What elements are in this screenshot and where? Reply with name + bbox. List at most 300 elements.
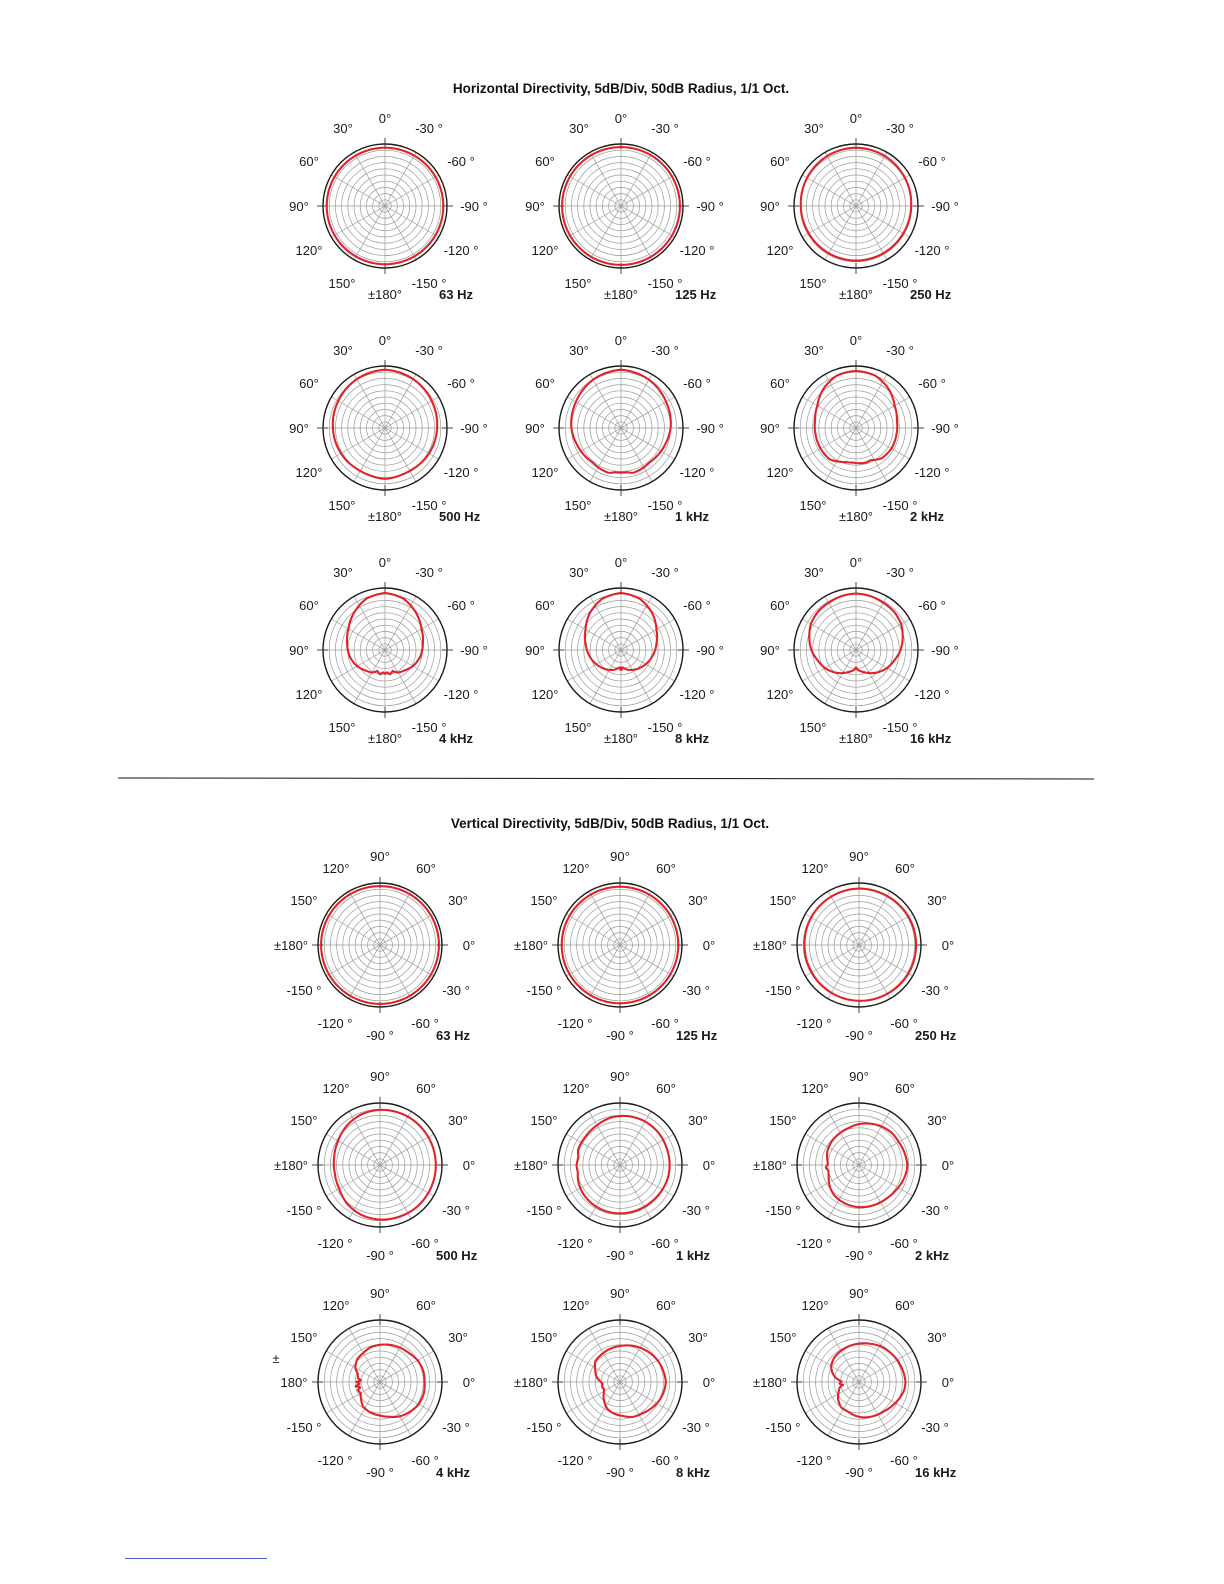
angle-label-0: 0° [378, 333, 392, 348]
angle-label-60: 60° [416, 861, 436, 876]
angle-label-neg60: -60 ° [651, 1236, 679, 1251]
angle-label-neg150: -150 ° [526, 1420, 562, 1435]
angle-label-neg120: -120 ° [914, 687, 950, 702]
angle-label-neg120: -120 ° [796, 1016, 832, 1031]
angle-label-90: 90° [849, 849, 869, 864]
angle-label-neg90: -90 ° [696, 421, 724, 436]
angle-label-neg150: -150 ° [882, 276, 918, 291]
grid-spoke [825, 152, 856, 206]
angle-label-180: ±180° [752, 1375, 788, 1390]
polar-plot [753, 849, 957, 1043]
grid-spoke [385, 650, 439, 681]
grid-spoke [859, 1328, 890, 1382]
angle-label-neg90: -90 ° [460, 199, 488, 214]
grid-spoke [825, 206, 856, 260]
angle-label-neg150: -150 ° [647, 720, 683, 735]
grid-spoke [621, 175, 675, 206]
grid-spoke [590, 650, 621, 704]
angle-label-neg90: -90 ° [460, 421, 488, 436]
grid-spoke [802, 175, 856, 206]
polar-plot [274, 1069, 478, 1263]
angle-label-neg120: -120 ° [914, 465, 950, 480]
angle-label-neg90: -90 ° [845, 1465, 873, 1480]
angle-label-neg60: -60 ° [918, 154, 946, 169]
angle-label-120: 120° [562, 1298, 590, 1313]
angle-label-150: 150° [564, 720, 592, 735]
frequency-label: 8 kHz [676, 1465, 710, 1480]
angle-label-90: 90° [289, 421, 309, 436]
grid-spoke [331, 206, 385, 237]
grid-spoke [380, 1134, 434, 1165]
angle-label-90: 90° [849, 1286, 869, 1301]
angle-label-neg60: -60 ° [918, 598, 946, 613]
grid-spoke [856, 206, 887, 260]
angle-label-neg60: -60 ° [890, 1236, 918, 1251]
angle-label-neg90: -90 ° [845, 1248, 873, 1263]
grid-spoke [354, 650, 385, 704]
grid-spoke [805, 1382, 859, 1413]
angle-label-neg60: -60 ° [683, 598, 711, 613]
frequency-label: 125 Hz [676, 1028, 718, 1043]
grid-spoke [620, 891, 651, 945]
angle-label-neg150: -150 ° [286, 983, 322, 998]
grid-spoke [354, 374, 385, 428]
angle-label-0: 0° [462, 1375, 476, 1390]
grid-spoke [856, 152, 887, 206]
angle-label-0: 0° [378, 555, 392, 570]
polar-plot [760, 333, 959, 524]
angle-label-150: 150° [799, 498, 827, 513]
grid-spoke [805, 1134, 859, 1165]
angle-label-150: 150° [769, 1113, 797, 1128]
angle-label-30: 30° [569, 121, 589, 136]
grid-spoke [856, 206, 910, 237]
grid-spoke [331, 175, 385, 206]
grid-spoke [621, 650, 652, 704]
polar-plot [289, 333, 488, 524]
grid-spoke [385, 650, 416, 704]
angle-label-150: 150° [799, 276, 827, 291]
grid-spoke [349, 945, 380, 999]
frequency-label: 250 Hz [910, 287, 952, 302]
grid-spoke [621, 596, 652, 650]
angle-label-neg30: -30 ° [682, 1420, 710, 1435]
angle-label-neg120: -120 ° [679, 687, 715, 702]
frequency-label: 125 Hz [675, 287, 717, 302]
grid-spoke [620, 1382, 651, 1436]
angle-label-neg60: -60 ° [918, 376, 946, 391]
grid-spoke [620, 945, 651, 999]
grid-spoke [859, 891, 890, 945]
angle-label-180: ±180° [838, 509, 874, 524]
angle-label-0: 0° [849, 111, 863, 126]
grid-spoke [380, 1382, 411, 1436]
angle-label-180: ±180° [273, 938, 309, 953]
grid-spoke [354, 152, 385, 206]
grid-spoke [326, 914, 380, 945]
angle-label-neg120: -120 ° [557, 1236, 593, 1251]
polar-plot [514, 849, 718, 1043]
grid-spoke [856, 175, 910, 206]
polar-plot [274, 849, 475, 1043]
angle-label-neg90: -90 ° [606, 1028, 634, 1043]
angle-label-neg120: -120 ° [679, 243, 715, 258]
angle-label-150: 150° [290, 1113, 318, 1128]
grid-spoke [354, 206, 385, 260]
frequency-label: 1 kHz [675, 509, 709, 524]
grid-spoke [385, 206, 439, 237]
angle-label-90: 90° [610, 1069, 630, 1084]
grid-spoke [805, 945, 859, 976]
grid-spoke [856, 596, 887, 650]
grid-spoke [621, 374, 652, 428]
frequency-label: 16 kHz [915, 1465, 957, 1480]
angle-label-neg30: -30 ° [921, 1203, 949, 1218]
grid-spoke [354, 596, 385, 650]
angle-label-90: 90° [610, 1286, 630, 1301]
grid-spoke [802, 206, 856, 237]
angle-label-neg30: -30 ° [442, 1420, 470, 1435]
angle-label-150: 150° [530, 893, 558, 908]
angle-label-120: 120° [562, 1081, 590, 1096]
grid-spoke [385, 619, 439, 650]
horizontal-section-title: Horizontal Directivity, 5dB/Div, 50dB Radius, 1/1 Oct. [452, 81, 790, 96]
angle-label-60: 60° [299, 376, 319, 391]
grid-spoke [380, 1111, 411, 1165]
grid-spoke [567, 619, 621, 650]
grid-spoke [590, 206, 621, 260]
angle-label-neg60: -60 ° [447, 376, 475, 391]
grid-spoke [380, 1328, 411, 1382]
grid-spoke [802, 428, 856, 459]
angle-label-neg150: -150 ° [882, 720, 918, 735]
grid-spoke [385, 175, 439, 206]
angle-label-neg30: -30 ° [651, 343, 679, 358]
vertical-section-title: Vertical Directivity, 5dB/Div, 50dB Radius, 1/1 Oct. [450, 816, 770, 831]
angle-label-0: 0° [462, 1158, 476, 1173]
angle-label-120: 120° [322, 861, 350, 876]
polar-plot [525, 555, 724, 746]
grid-spoke [590, 152, 621, 206]
grid-spoke [859, 1382, 890, 1436]
angle-label-neg60: -60 ° [411, 1016, 439, 1031]
angle-label-0: 0° [614, 333, 628, 348]
angle-label-180: ±180° [513, 1375, 549, 1390]
angle-label-0: 0° [614, 555, 628, 570]
grid-spoke [380, 891, 411, 945]
angle-label-60: 60° [656, 1081, 676, 1096]
angle-label-90: 90° [370, 1286, 390, 1301]
frequency-label: 63 Hz [439, 287, 473, 302]
angle-label-120: 120° [295, 465, 323, 480]
angle-label-neg150: -150 ° [882, 498, 918, 513]
grid-spoke [566, 1382, 620, 1413]
angle-label-neg60: -60 ° [411, 1453, 439, 1468]
grid-spoke [589, 891, 620, 945]
angle-label-180: ±180° [367, 509, 403, 524]
grid-spoke [326, 1351, 380, 1382]
angle-label-neg150: -150 ° [647, 276, 683, 291]
angle-label-neg60: -60 ° [890, 1016, 918, 1031]
angle-label-neg150: -150 ° [411, 720, 447, 735]
polar-plot [760, 555, 959, 746]
angle-label-120: 120° [801, 1081, 829, 1096]
grid-spoke [349, 1328, 380, 1382]
angle-label-neg60: -60 ° [890, 1453, 918, 1468]
grid-spoke [380, 945, 434, 976]
frequency-label: 63 Hz [436, 1028, 470, 1043]
angle-label-neg30: -30 ° [442, 1203, 470, 1218]
angle-label-30: 30° [333, 565, 353, 580]
angle-label-90: 90° [760, 421, 780, 436]
angle-label-120: 120° [531, 465, 559, 480]
grid-spoke [380, 1165, 434, 1196]
grid-spoke [859, 1165, 890, 1219]
angle-label-neg60: -60 ° [683, 154, 711, 169]
grid-spoke [566, 914, 620, 945]
angle-label-90: 90° [525, 421, 545, 436]
angle-label-neg90: -90 ° [696, 199, 724, 214]
angle-label-150: 150° [328, 720, 356, 735]
angle-label-90: 90° [760, 643, 780, 658]
grid-spoke [331, 428, 385, 459]
angle-label-120: 120° [766, 465, 794, 480]
frequency-label: 4 kHz [439, 731, 473, 746]
angle-label-0: 0° [849, 333, 863, 348]
frequency-label: 4 kHz [436, 1465, 470, 1480]
grid-spoke [859, 1134, 913, 1165]
grid-spoke [856, 397, 910, 428]
grid-spoke [385, 374, 416, 428]
grid-spoke [620, 914, 674, 945]
grid-spoke [859, 914, 913, 945]
angle-label-90: 90° [370, 1069, 390, 1084]
angle-label-150: 150° [769, 893, 797, 908]
grid-spoke [805, 914, 859, 945]
angle-label-60: 60° [656, 861, 676, 876]
angle-label-30: 30° [448, 1330, 468, 1345]
angle-label-150: 150° [799, 720, 827, 735]
angle-label-neg150: -150 ° [526, 1203, 562, 1218]
angle-label-neg120: -120 ° [317, 1453, 353, 1468]
angle-label-180: ±180° [513, 938, 549, 953]
angle-label-180: ±180° [513, 1158, 549, 1173]
angle-label-neg60: -60 ° [447, 598, 475, 613]
angle-label-neg150: -150 ° [765, 983, 801, 998]
angle-label-0: 0° [378, 111, 392, 126]
angle-label-90: 90° [760, 199, 780, 214]
angle-label-0: 0° [941, 1158, 955, 1173]
angle-label-180: ±180° [752, 1158, 788, 1173]
grid-spoke [566, 1134, 620, 1165]
polar-plot [525, 111, 724, 302]
polar-plot [525, 333, 724, 524]
angle-label-120: 120° [295, 687, 323, 702]
angle-label-150: 150° [530, 1113, 558, 1128]
polar-plot [753, 1286, 957, 1480]
angle-label-neg90: -90 ° [845, 1028, 873, 1043]
grid-spoke [380, 945, 411, 999]
angle-label-neg150: -150 ° [286, 1203, 322, 1218]
angle-label-neg30: -30 ° [651, 565, 679, 580]
polar-plot [760, 111, 959, 302]
grid-spoke [385, 152, 416, 206]
angle-label-neg90: -90 ° [366, 1465, 394, 1480]
angle-label-180: ±180° [367, 287, 403, 302]
angle-label-neg30: -30 ° [886, 121, 914, 136]
grid-spoke [825, 596, 856, 650]
grid-spoke [856, 428, 910, 459]
angle-label-90: 90° [849, 1069, 869, 1084]
angle-label-neg90: -90 ° [366, 1248, 394, 1263]
angle-label-120: 120° [801, 1298, 829, 1313]
angle-label-neg90: -90 ° [931, 199, 959, 214]
grid-spoke [620, 1111, 651, 1165]
polar-plot [753, 1069, 954, 1263]
grid-spoke [802, 397, 856, 428]
angle-label-180: ±180° [367, 731, 403, 746]
angle-label-neg120: -120 ° [443, 687, 479, 702]
angle-label-neg120: -120 ° [679, 465, 715, 480]
angle-label-neg120: -120 ° [557, 1453, 593, 1468]
frequency-label: 500 Hz [439, 509, 481, 524]
angle-label-60: 60° [535, 376, 555, 391]
grid-spoke [567, 206, 621, 237]
grid-spoke [621, 206, 652, 260]
grid-spoke [566, 945, 620, 976]
grid-spoke [385, 428, 439, 459]
angle-label-90: 90° [289, 643, 309, 658]
angle-label-180-bottom: 180° [280, 1375, 308, 1390]
angle-label-60: 60° [416, 1081, 436, 1096]
angle-label-neg90: -90 ° [931, 421, 959, 436]
angle-label-30: 30° [927, 1330, 947, 1345]
grid-spoke [354, 428, 385, 482]
angle-label-60: 60° [895, 861, 915, 876]
angle-label-60: 60° [656, 1298, 676, 1313]
angle-label-180: ±180° [752, 938, 788, 953]
angle-label-30: 30° [569, 565, 589, 580]
angle-label-neg150: -150 ° [411, 498, 447, 513]
angle-label-30: 30° [448, 1113, 468, 1128]
grid-spoke [859, 945, 890, 999]
grid-spoke [859, 1111, 890, 1165]
angle-label-neg30: -30 ° [442, 983, 470, 998]
grid-spoke [859, 1165, 913, 1196]
angle-label-neg30: -30 ° [682, 983, 710, 998]
angle-label-30: 30° [804, 565, 824, 580]
angle-label-30: 30° [448, 893, 468, 908]
angle-label-neg150: -150 ° [526, 983, 562, 998]
grid-spoke [825, 428, 856, 482]
frequency-label: 16 kHz [910, 731, 952, 746]
grid-spoke [828, 1111, 859, 1165]
angle-label-120: 120° [322, 1298, 350, 1313]
grid-spoke [590, 374, 621, 428]
angle-label-60: 60° [535, 154, 555, 169]
grid-spoke [331, 619, 385, 650]
angle-label-180: ±180° [838, 731, 874, 746]
angle-label-neg90: -90 ° [606, 1465, 634, 1480]
angle-label-neg30: -30 ° [921, 1420, 949, 1435]
grid-spoke [856, 428, 887, 482]
angle-label-120: 120° [562, 861, 590, 876]
angle-label-neg120: -120 ° [443, 243, 479, 258]
angle-label-neg120: -120 ° [796, 1453, 832, 1468]
angle-label-neg90: -90 ° [931, 643, 959, 658]
angle-label-90: 90° [370, 849, 390, 864]
grid-spoke [620, 1134, 674, 1165]
angle-label-180: ±180° [603, 731, 639, 746]
angle-label-neg120: -120 ° [557, 1016, 593, 1031]
angle-label-150: 150° [328, 498, 356, 513]
angle-label-neg60: -60 ° [447, 154, 475, 169]
angle-label-60: 60° [535, 598, 555, 613]
response-curve [831, 1343, 905, 1417]
angle-label-120: 120° [801, 861, 829, 876]
angle-label-180: ±180° [273, 1158, 309, 1173]
angle-label-neg30: -30 ° [921, 983, 949, 998]
angle-label-neg60: -60 ° [411, 1236, 439, 1251]
angle-label-30: 30° [333, 121, 353, 136]
angle-label-neg30: -30 ° [886, 565, 914, 580]
angle-label-90: 90° [610, 849, 630, 864]
grid-spoke [590, 596, 621, 650]
angle-label-0: 0° [849, 555, 863, 570]
angle-label-30: 30° [569, 343, 589, 358]
angle-label-neg150: -150 ° [647, 498, 683, 513]
grid-spoke [621, 650, 675, 681]
angle-label-150: 150° [769, 1330, 797, 1345]
angle-label-0: 0° [702, 1158, 716, 1173]
angle-label-60: 60° [416, 1298, 436, 1313]
grid-spoke [326, 1382, 380, 1413]
grid-spoke [331, 650, 385, 681]
grid-spoke [856, 650, 887, 704]
grid-spoke [326, 945, 380, 976]
grid-spoke [828, 945, 859, 999]
angle-label-180: ±180° [603, 509, 639, 524]
angle-label-60: 60° [299, 598, 319, 613]
angle-label-150: 150° [290, 1330, 318, 1345]
angle-label-30: 30° [688, 1330, 708, 1345]
angle-label-neg90: -90 ° [696, 643, 724, 658]
grid-spoke [385, 206, 416, 260]
grid-spoke [589, 945, 620, 999]
angle-label-30: 30° [333, 343, 353, 358]
angle-label-neg60: -60 ° [651, 1016, 679, 1031]
grid-spoke [620, 1165, 674, 1196]
angle-label-30: 30° [927, 1113, 947, 1128]
angle-label-60: 60° [895, 1298, 915, 1313]
angle-label-neg30: -30 ° [886, 343, 914, 358]
response-curve [577, 1116, 670, 1213]
angle-label-neg90: -90 ° [606, 1248, 634, 1263]
grid-spoke [859, 945, 913, 976]
angle-label-30: 30° [804, 343, 824, 358]
angle-label-neg120: -120 ° [317, 1236, 353, 1251]
angle-label-150: 150° [564, 498, 592, 513]
grid-spoke [380, 914, 434, 945]
grid-spoke [566, 1165, 620, 1196]
angle-label-neg120: -120 ° [796, 1236, 832, 1251]
grid-spoke [567, 650, 621, 681]
grid-spoke [331, 397, 385, 428]
polar-plot [514, 1069, 715, 1263]
angle-label-neg120: -120 ° [317, 1016, 353, 1031]
angle-label-60: 60° [770, 154, 790, 169]
angle-label-30: 30° [688, 893, 708, 908]
